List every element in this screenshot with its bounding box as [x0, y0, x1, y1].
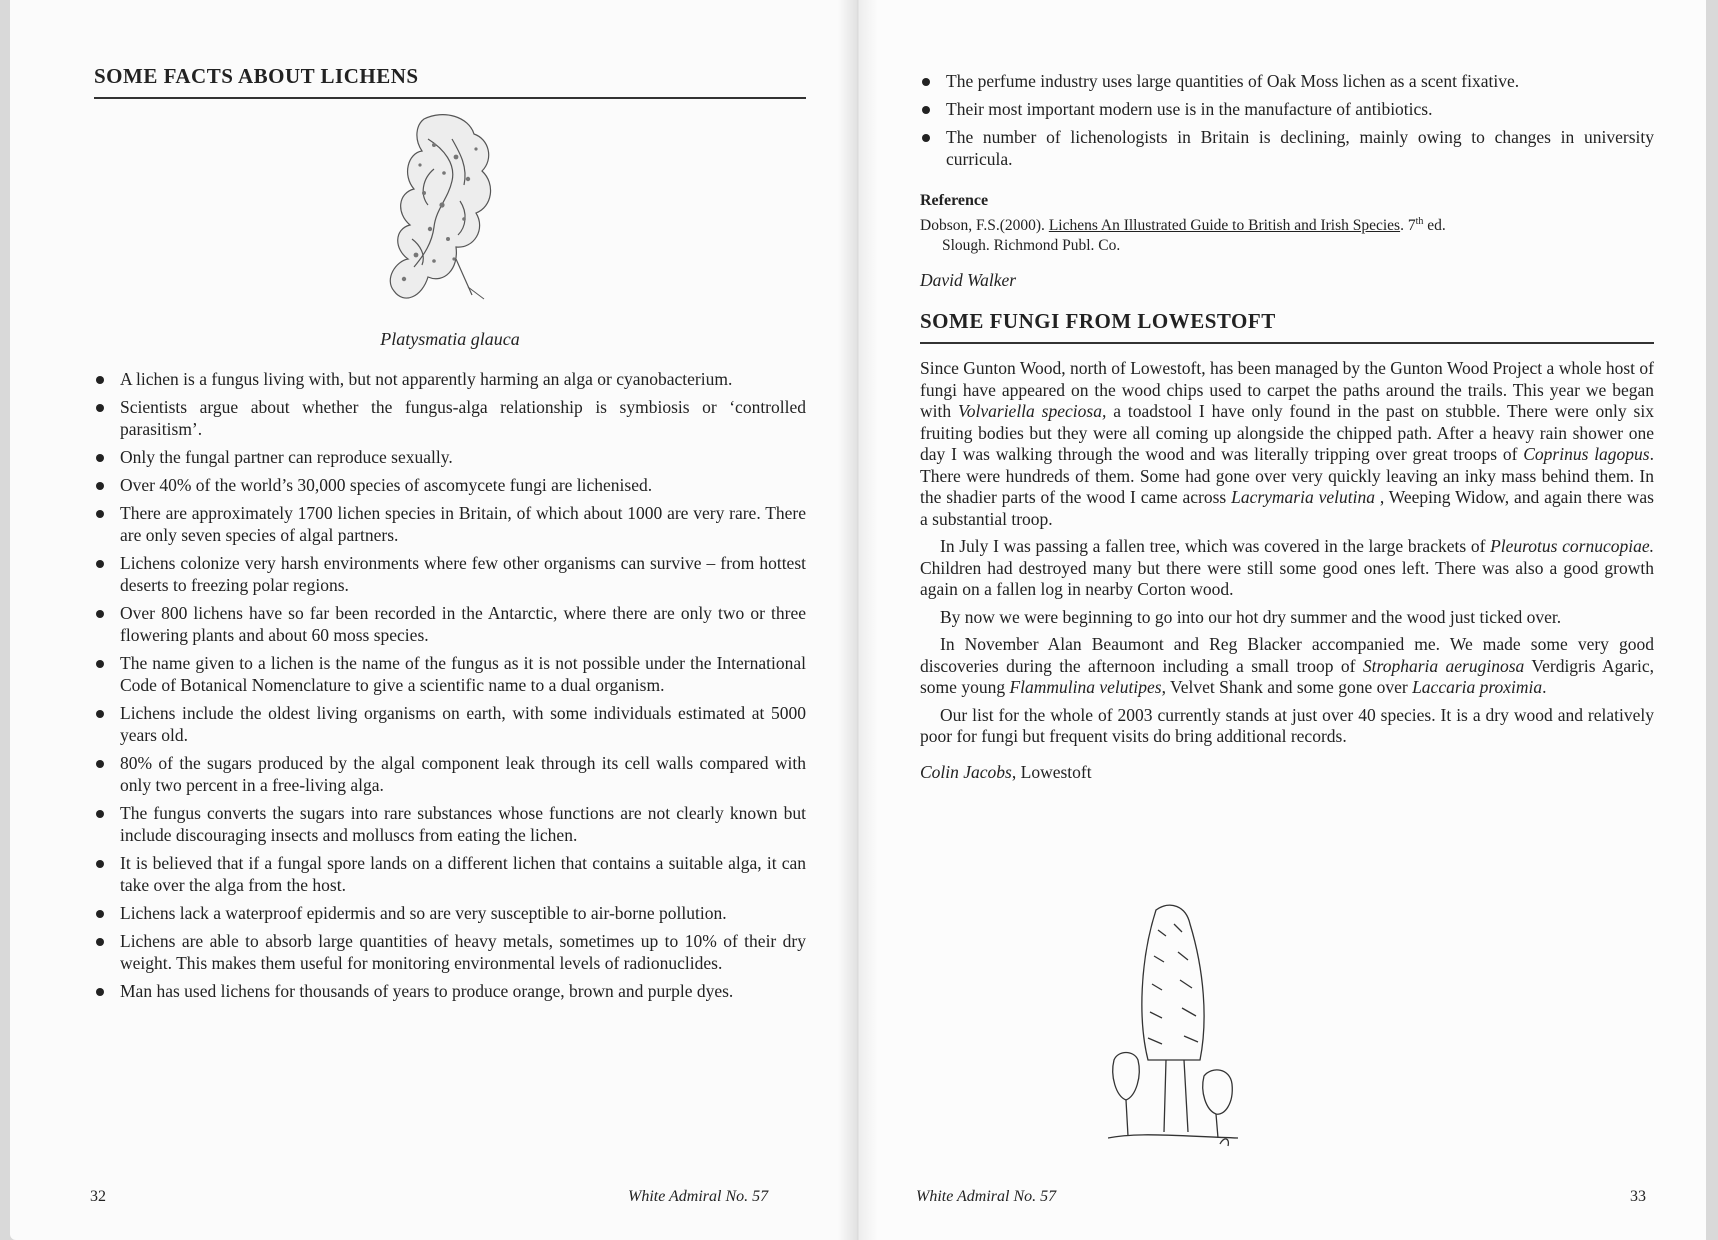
text-run: , Velvet Shank and some gone over	[1161, 677, 1413, 698]
page-number-left: 32	[90, 1188, 106, 1205]
species-name: Pleurotus cornucopiae.	[1490, 536, 1654, 557]
list-item: The number of lichenologists in Britain is declining, mainly owing to changes in university curricula.	[920, 126, 1654, 170]
list-item: Over 40% of the world’s 30,000 species of ascomycete fungi are lichenised.	[94, 474, 806, 496]
text-run: Our list for the whole of 2003 currently stands at just over 40 species. It is a dry wood and relatively poor for fungi but frequent visits do bring additional records.	[920, 704, 1654, 747]
species-name: Coprinus lagopus	[1523, 444, 1650, 465]
article-paragraph	[920, 705, 1654, 748]
right-page	[858, 0, 1706, 1240]
list-item: Scientists argue about whether the fungus-alga relationship is symbiosis or ‘controlled parasitism’.	[94, 396, 806, 440]
reference-book-title: Lichens An Illustrated Guide to British and Irish Species	[1048, 217, 1401, 235]
reference-entry	[920, 212, 1654, 256]
reference-publisher: Slough. Richmond Publ. Co.	[942, 237, 1121, 255]
text-run: Children had destroyed many but there were still some good ones left. There was also a good growth again on a fallen log in nearby Corton wood.	[920, 557, 1654, 600]
list-item: Only the fungal partner can reproduce sexually.	[94, 446, 806, 468]
left-page	[10, 0, 858, 1240]
text-run: In November Alan Beaumont and Reg Blacker accompanied me. We made some very good discoveries during the afternoon including a small troop of	[920, 634, 1654, 676]
article-paragraph	[920, 536, 1654, 601]
text-run: In July I was passing a fallen tree, which was covered in the large brackets of	[940, 536, 1491, 557]
footer-title-right: White Admiral No. 57	[916, 1188, 1057, 1205]
article-paragraph	[920, 634, 1654, 699]
author-location: , Lowestoft	[1011, 761, 1092, 782]
lichen-facts-list	[94, 368, 806, 1002]
mushroom-sketch	[1108, 900, 1238, 1155]
reference-edition-suffix: th	[1415, 216, 1424, 227]
lichen-facts-continued-list	[920, 70, 1654, 170]
list-item: Lichens colonize very harsh environments where few other organisms can survive – from hottest deserts to freezing polar regions.	[94, 552, 806, 596]
list-item: It is believed that if a fungal spore lands on a different lichen that contains a suitable alga, it can take over the alga from the host.	[94, 852, 806, 896]
list-item: A lichen is a fungus living with, but not apparently harming an alga or cyanobacterium.	[94, 368, 806, 390]
figure-caption: Platysmatia glauca	[380, 329, 520, 349]
species-name: Stropharia aeruginosa	[1362, 655, 1525, 676]
author-colin-jacobs	[920, 762, 1654, 783]
left-column	[94, 64, 806, 1008]
text-run: .	[1542, 677, 1547, 698]
list-item: Their most important modern use is in the manufacture of antibiotics.	[920, 98, 1654, 120]
article-paragraph	[920, 358, 1654, 530]
species-name: Volvariella speciosa,	[958, 401, 1107, 422]
list-item: The fungus converts the sugars into rare substances whose functions are not clearly known but include discouraging insects and molluscs from eating the lichen.	[94, 802, 806, 846]
list-item: Over 800 lichens have so far been recorded in the Antarctic, where there are only two or three flowering plants and about 60 moss species.	[94, 602, 806, 646]
lichen-illustration	[94, 99, 806, 325]
reference-edition: . 7	[1400, 217, 1416, 235]
page-number-right: 33	[1630, 1188, 1646, 1205]
footer-title-left: White Admiral No. 57	[628, 1188, 769, 1205]
list-item: The name given to a lichen is the name of the fungus as it is not possible under the International Code of Botanical Nomenclature to give a scientific name to a dual organism.	[94, 652, 806, 696]
list-item: Lichens are able to absorb large quantities of heavy metals, sometimes up to 10% of their dry weight. This makes them useful for monitoring environmental levels of radionuclides.	[94, 930, 806, 974]
list-item: 80% of the sugars produced by the algal component leak through its cell walls compared with only two percent in a free-living alga.	[94, 752, 806, 796]
author-name: Colin Jacobs	[920, 761, 1012, 782]
text-run: Verdigris Agaric, some young	[920, 655, 1654, 698]
lichens-heading: SOME FACTS ABOUT LICHENS	[94, 64, 806, 99]
species-name: Laccaria proximia	[1412, 677, 1543, 698]
lichen-drawing-icon	[364, 109, 534, 319]
reference-author-year: Dobson, F.S.(2000).	[920, 217, 1049, 235]
list-item: There are approximately 1700 lichen species in Britain, of which about 1000 are very rare. There are only seven species of algal partners.	[94, 502, 806, 546]
list-item: The perfume industry uses large quantities of Oak Moss lichen as a scent fixative.	[920, 70, 1654, 92]
fungi-article	[920, 358, 1654, 748]
fungi-heading: SOME FUNGI FROM LOWESTOFT	[920, 309, 1654, 344]
text-run: By now we were beginning to go into our hot dry summer and the wood just ticked over.	[940, 606, 1562, 627]
list-item: Lichens include the oldest living organisms on earth, with some individuals estimated at 5000 years old.	[94, 702, 806, 746]
list-item: Man has used lichens for thousands of years to produce orange, brown and purple dyes.	[94, 980, 806, 1002]
text-run: a toadstool I have only found in the past on stubble. There were only six fruiting bodies but they were all coming up alongside the chipped path. After a heavy rain shower one day I was walking through the wood and was literally tripping over great troops of	[920, 401, 1654, 465]
species-name: Flammulina velutipes	[1009, 677, 1162, 698]
species-name: Lacrymaria velutina	[1231, 487, 1375, 508]
author-david-walker: David Walker	[920, 270, 1017, 291]
shaggy-ink-cap-drawing-icon	[1108, 900, 1238, 1150]
text-run: Since Gunton Wood, north of Lowestoft, has been managed by the Gunton Wood Project a whole host of fungi have appeared on the wood chips used to carpet the paths around the trails. This year we began with	[920, 358, 1654, 422]
reference-heading: Reference	[920, 192, 989, 209]
reference-edition-rest: ed.	[1423, 217, 1446, 235]
text-run: , Weeping Widow, and again there was a substantial troop.	[920, 487, 1654, 529]
text-run: . There were hundreds of them. Some had gone over very quickly leaving an inky mass behind them. In the shadier parts of the wood I came across	[920, 444, 1654, 508]
right-column	[920, 70, 1654, 801]
list-item: Lichens lack a waterproof epidermis and so are very susceptible to air-borne pollution.	[94, 902, 806, 924]
article-paragraph	[920, 607, 1654, 629]
